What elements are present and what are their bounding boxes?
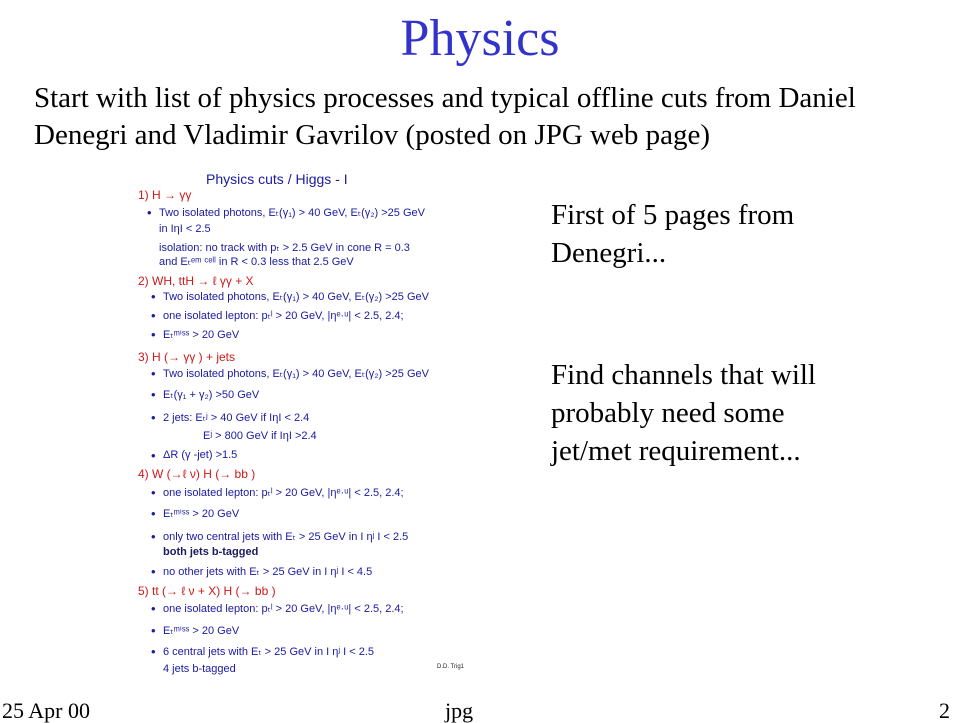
scanned-physics-cuts-page (128, 166, 472, 682)
intro-text: Start with list of physics processes and typical offline cuts from Daniel Denegri and Vladimir Gavrilov (posted on JPG web page) (34, 82, 856, 151)
section-heading-4: 4) W (→ℓ ν) H (→ bb ) (138, 467, 256, 481)
section-1-line: in IηI < 2.5 (159, 223, 211, 235)
section-2-line: • Two isolated photons, Eₜ(γ₁) > 40 GeV, Eₜ(γ₂) >25 GeV (163, 290, 429, 303)
footer-center-label: jpg (445, 698, 474, 723)
section-4-line: • no other jets with Eₜ > 25 GeV in I ηʲ I < 4.5 (163, 565, 372, 578)
section-heading-3: 3) H (→ γγ ) + jets (138, 350, 236, 364)
section-1-line: • Two isolated photons, Eₜ(γ₁) > 40 GeV, Eₜ(γ₂) >25 GeV (159, 206, 425, 219)
section-heading-5: 5) tt (→ ℓ ν + X) H (→ bb ) (138, 584, 276, 598)
section-1-line: isolation: no track with pₜ > 2.5 GeV in cone R = 0.3 (159, 242, 410, 254)
section-heading-1: 1) H → γγ (138, 188, 192, 202)
side-note-channels: Find channels that will probably need some jet/met requirement... (551, 359, 816, 467)
section-1-line: and Eₜᵉᵐ ᶜᵉˡˡ in R < 0.3 less that 2.5 GeV (159, 256, 354, 268)
section-2-line: • one isolated lepton: pₜˡ > 20 GeV, |ηᵉ·ᵘ| < 2.5, 2.4; (163, 309, 404, 322)
scan-title: Physics cuts / Higgs - I (206, 171, 348, 187)
section-heading-2: 2) WH, ttH → ℓ γγ + X (138, 274, 254, 288)
footer-date: 25 Apr 00 (2, 698, 90, 723)
section-4-line: • Eₜᵐⁱˢˢ > 20 GeV (163, 507, 239, 520)
scan-signature: D.D. Trig1 (436, 664, 464, 670)
section-3-line: • ΔR (γ -jet) >1.5 (163, 449, 237, 461)
section-4-line: both jets b-tagged (163, 546, 259, 558)
slide-title: Physics (400, 10, 560, 67)
section-4-line: • only two central jets with Eₜ > 25 GeV in I ηʲ I < 2.5 (163, 530, 408, 543)
section-3-line: • Two isolated photons, Eₜ(γ₁) > 40 GeV, Eₜ(γ₂) >25 GeV (163, 367, 429, 380)
section-4-line: • one isolated lepton: pₜˡ > 20 GeV, |ηᵉ·ᵘ| < 2.5, 2.4; (163, 486, 404, 499)
footer-page-number: 2 (939, 698, 950, 723)
section-3-line: • 2 jets: Eₜʲ > 40 GeV if IηI < 2.4 (163, 411, 309, 424)
section-5-line: • 6 central jets with Eₜ > 25 GeV in I ηʲ I < 2.5 (163, 645, 374, 658)
section-5-line: • one isolated lepton: pₜˡ > 20 GeV, |ηᵉ·ᵘ| < 2.5, 2.4; (163, 602, 404, 615)
section-3-line: • Eₜ(γ₁ + γ₂) >50 GeV (163, 388, 259, 401)
section-3-line: Eʲ > 800 GeV if IηI >2.4 (203, 430, 317, 442)
section-2-line: • Eₜᵐⁱˢˢ > 20 GeV (163, 328, 239, 341)
section-5-line: 4 jets b-tagged (163, 663, 236, 675)
side-note-pages: First of 5 pages from Denegri... (551, 199, 795, 269)
section-5-line: • Eₜᵐⁱˢˢ > 20 GeV (163, 624, 239, 637)
